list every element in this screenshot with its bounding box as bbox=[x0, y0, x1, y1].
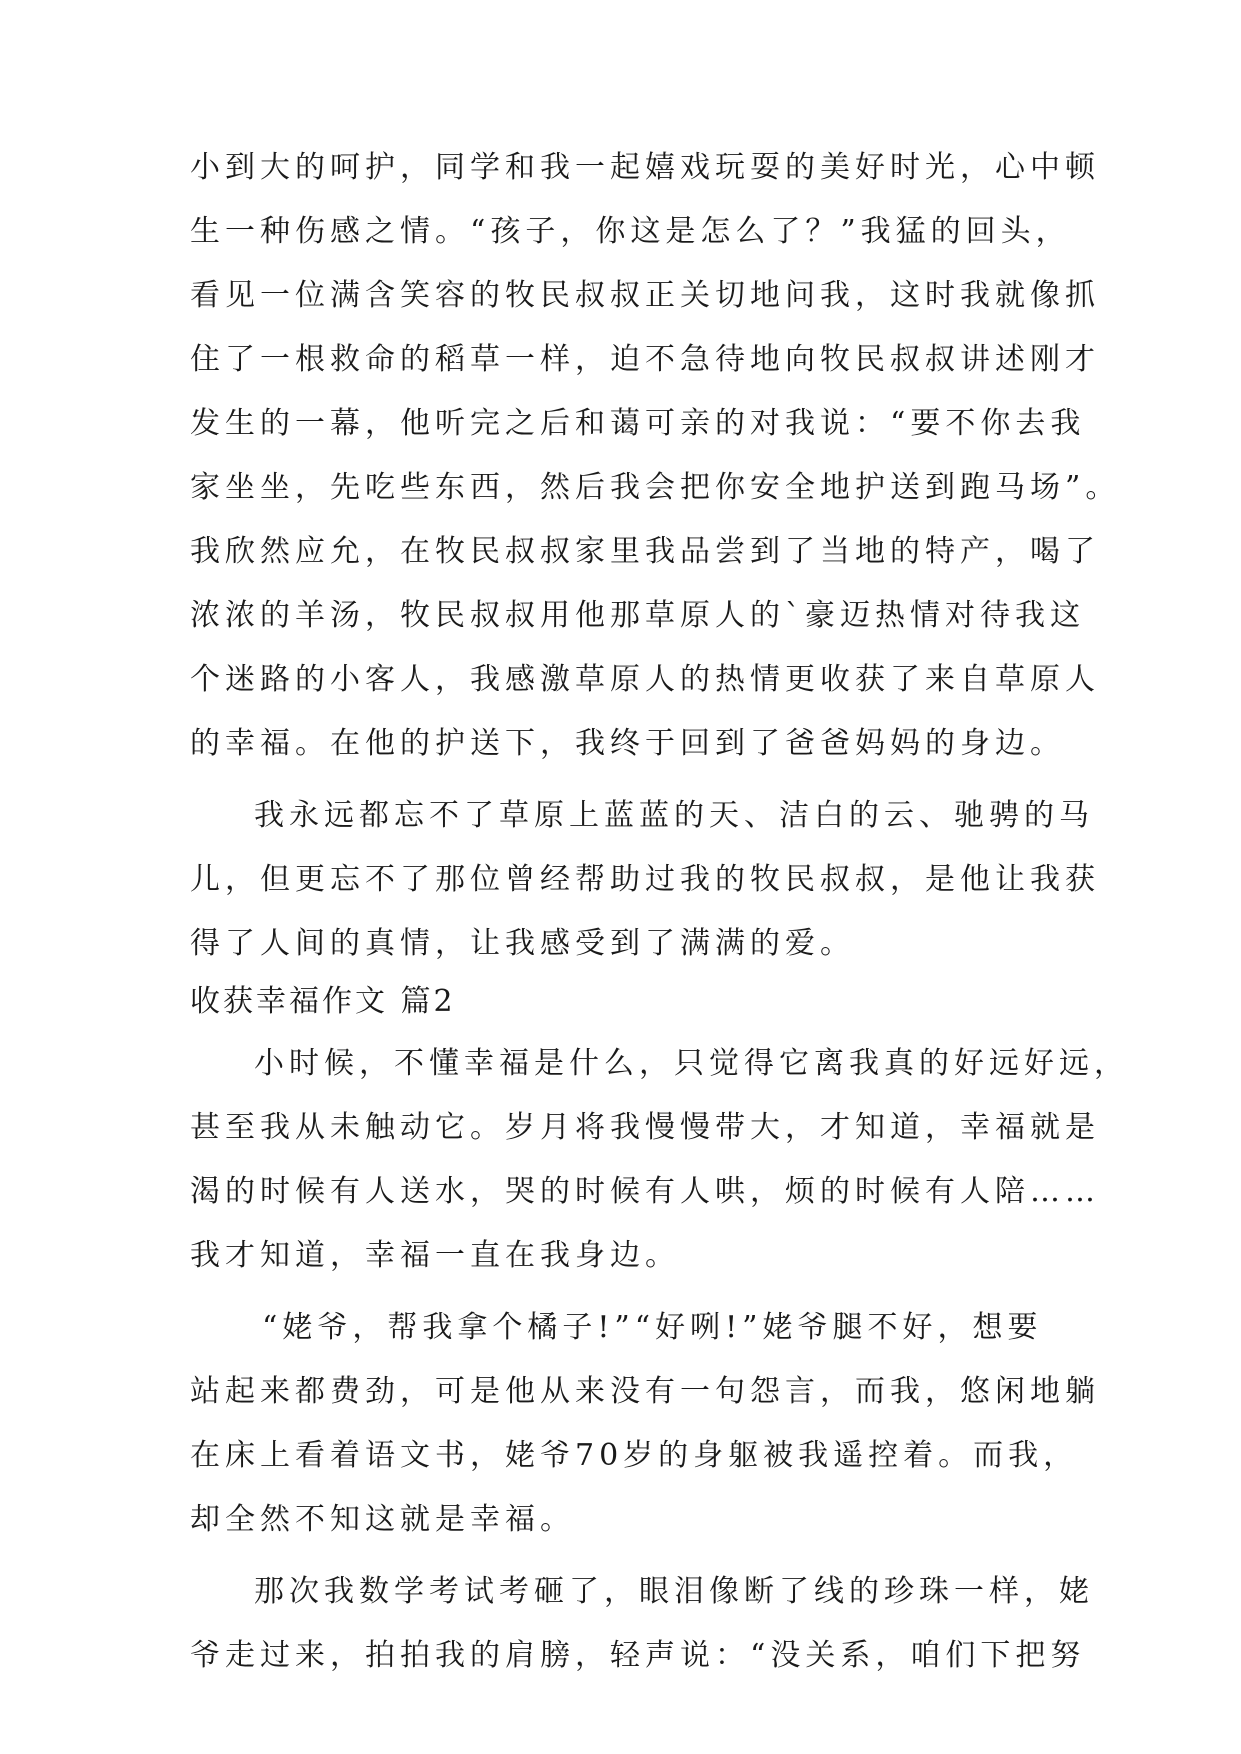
text-line: 发生的一幕，他听完之后和蔼可亲的对我说：“要不你去我 bbox=[190, 406, 1086, 441]
text-line: 浓浓的羊汤，牧民叔叔用他那草原人的`豪迈热情对待我这 bbox=[190, 598, 1085, 633]
text-line: 的幸福。在他的护送下，我终于回到了爸爸妈妈的身边。 bbox=[190, 726, 1065, 761]
text-line: 站起来都费劲，可是他从来没有一句怨言，而我，悠闲地躺 bbox=[190, 1374, 1100, 1409]
text-line: 小时候，不懂幸福是什么，只觉得它离我真的好远好远， bbox=[254, 1046, 1129, 1081]
text-line: 在床上看着语文书，姥爷70岁的身躯被我遥控着。而我， bbox=[190, 1438, 1079, 1473]
text-line: 儿，但更忘不了那位曾经帮助过我的牧民叔叔，是他让我获 bbox=[190, 862, 1100, 897]
text-line: 家坐坐，先吃些东西，然后我会把你安全地护送到跑马场”。 bbox=[190, 470, 1121, 505]
text-line: 小到大的呵护，同学和我一起嬉戏玩耍的美好时光，心中顿 bbox=[190, 150, 1100, 185]
text-line: 个迷路的小客人，我感激草原人的热情更收获了来自草原人 bbox=[190, 662, 1100, 697]
text-line: 生一种伤感之情。“孩子，你这是怎么了？”我猛的回头， bbox=[190, 214, 1071, 249]
text-line: “姥爷，帮我拿个橘子!”“好咧!”姥爷腿不好，想要 bbox=[262, 1310, 1043, 1345]
text-line: 看见一位满含笑容的牧民叔叔正关切地问我，这时我就像抓 bbox=[190, 278, 1100, 313]
section-heading: 收获幸福作文 篇2 bbox=[190, 984, 456, 1019]
text-line: 我永远都忘不了草原上蓝蓝的天、洁白的云、驰骋的马 bbox=[254, 798, 1094, 833]
text-line: 得了人间的真情，让我感受到了满满的爱。 bbox=[190, 926, 855, 961]
text-line: 甚至我从未触动它。岁月将我慢慢带大，才知道，幸福就是 bbox=[190, 1110, 1100, 1145]
text-line: 渴的时候有人送水，哭的时候有人哄，烦的时候有人陪…… bbox=[190, 1174, 1100, 1209]
text-line: 我才知道，幸福一直在我身边。 bbox=[190, 1238, 680, 1273]
text-line: 却全然不知这就是幸福。 bbox=[190, 1502, 575, 1537]
text-line: 爷走过来，拍拍我的肩膀，轻声说：“没关系，咱们下把努 bbox=[190, 1638, 1086, 1673]
text-line: 我欣然应允，在牧民叔叔家里我品尝到了当地的特产，喝了 bbox=[190, 534, 1100, 569]
text-line: 住了一根救命的稻草一样，迫不急待地向牧民叔叔讲述刚才 bbox=[190, 342, 1100, 377]
text-line: 那次我数学考试考砸了，眼泪像断了线的珍珠一样，姥 bbox=[254, 1574, 1094, 1609]
